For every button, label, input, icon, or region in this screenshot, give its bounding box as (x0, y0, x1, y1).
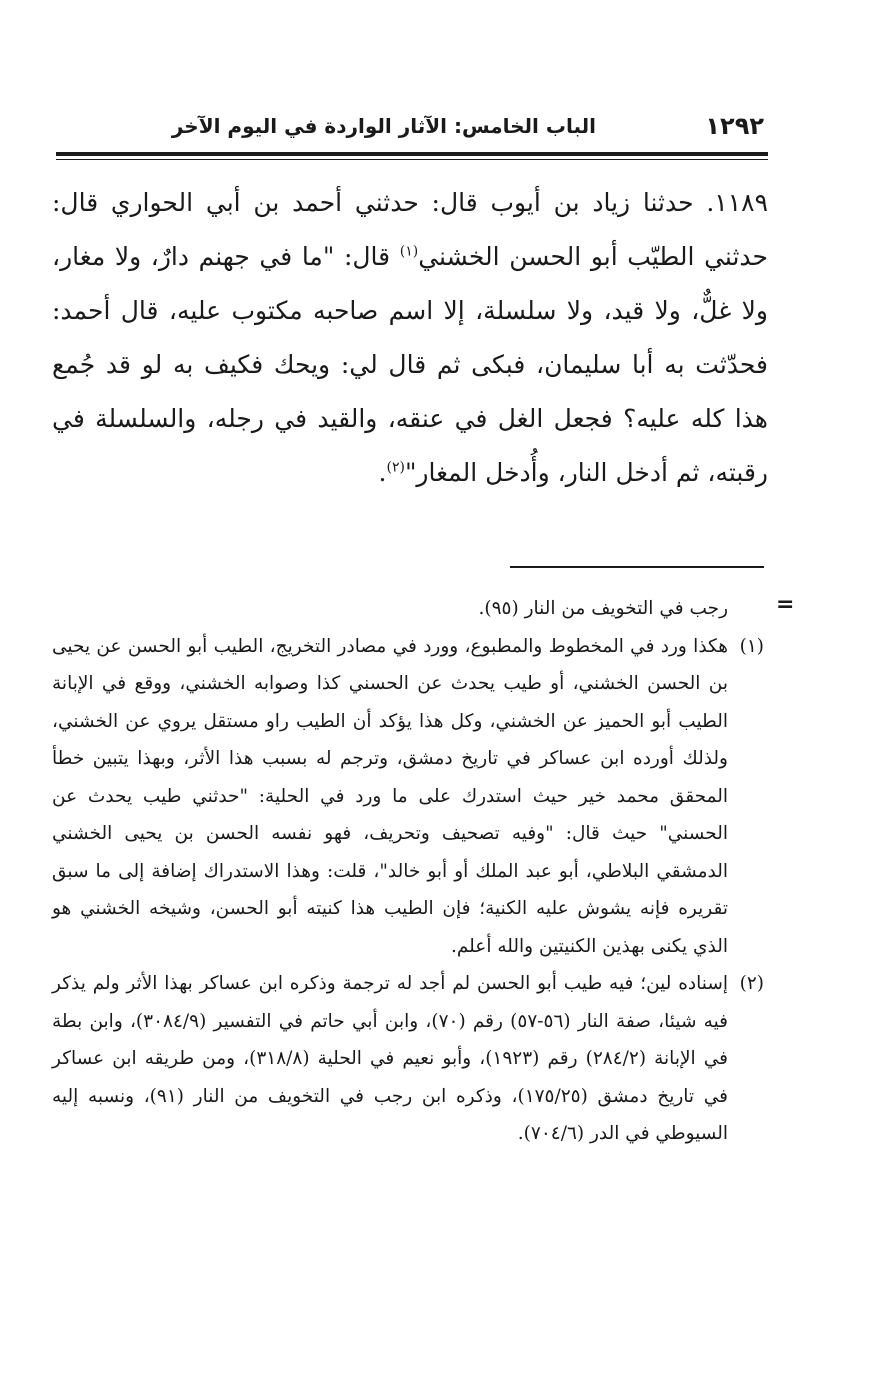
header-rule-thick (56, 152, 768, 156)
footnote-1-label: (١) (739, 635, 764, 657)
footnote-2-text: إسناده لين؛ فيه طيب أبو الحسن لم أجد له ترجمة وذكره ابن عساكر بهذا الأثر ولم يذكر فيه شيئا، صفة النار (٥٦-٥٧) رقم (٧٠)، وابن أبي حاتم في التفسير (٣٠٨٤/٩)، وابن بطة في الإبانة (٢٨٤/٢) رقم (١٩٢٣)، وأبو نعيم في الحلية (٣١٨/٨)، ومن طريقه ابن عساكر في تاريخ دمشق (١٧٥/٢٥)، وذكره ابن رجب في التخويف من النار (٩١)، ونسبه إليه السيوطي في الدر (٧٠٤/٦). (52, 973, 728, 1144)
continuation-mark: = (776, 592, 795, 617)
page-header (56, 112, 768, 152)
footnote-1 (52, 628, 764, 966)
page-number: ١٢٩٢ (705, 112, 764, 140)
paragraph-text-part2: قال: "ما في جهنم دارٌ، ولا مغار، ولا غلٌّ، ولا قيد، ولا سلسلة، إلا اسم صاحبه مكتوب عليه، قال أحمد: فحدّثت به أبا سليمان، فبكى ثم قال لي: ويحك فكيف به لو قد جُمع هذا كله عليه؟ فجعل الغل في عنقه، والقيد في رجله، والسلسلة في رقبته، ثم أدخل النار، وأُدخل المغار" (52, 242, 768, 487)
footnote-ref-2: (٢) (386, 459, 405, 476)
footnote-2 (52, 965, 764, 1153)
footnote-2-label: (٢) (739, 973, 764, 994)
header-rule-thin (56, 159, 768, 160)
main-text (52, 176, 768, 500)
footnotes (52, 590, 764, 1153)
paragraph-end: . (378, 458, 387, 487)
footnote-1-text: هكذا ورد في المخطوط والمطبوع، وورد في مصادر التخريج، الطيب أبو الحسن عن يحيى بن الحسن الخشني، أو طيب يحدث عن الحسني كذا وصوابه الخشني، ووقع في الإبانة الطيب أبو الحميز عن الخشني، وكل هذا يؤكد أن الطيب راو مستقل يروي عن الخشني، ولذلك أورده ابن عساكر في تاريخ دمشق، وترجم له بسبب هذا الأثر، وبهذا يتبين خطأ المحقق محمد خير حيث استدرك على ما ورد في الحلية: "حدثني طيب يحدث عن الحسني" حيث قال: "وفيه تصحيف وتحريف، فهو نفسه الحسن بن يحيى الخشني الدمشقي البلاطي، أبو عبد الملك أو أبو خالد"، قلت: وهذا الاستدراك إضافة إلى ما سبق تقريره فإنه يشوش عليه الكنية؛ فإن الطيب هذا كنيته أبو الحسن، وشيخه الخشني هو الذي يكنى بهذين الكنيتين والله أعلم. (52, 635, 728, 957)
footnote-continuation: رجب في التخويف من النار (٩٥). (478, 598, 728, 619)
footnote-separator (510, 566, 764, 568)
footnote-ref-1: (١) (399, 243, 419, 260)
running-title: الباب الخامس: الآثار الواردة في اليوم الآخر (171, 114, 596, 138)
hadith-paragraph (52, 176, 768, 500)
paragraph-text-part1: ١١٨٩. حدثنا زياد بن أيوب قال: حدثني أحمد بن أبي الحواري قال: حدثني الطيّب أبو الحسن الخشني (52, 188, 769, 271)
